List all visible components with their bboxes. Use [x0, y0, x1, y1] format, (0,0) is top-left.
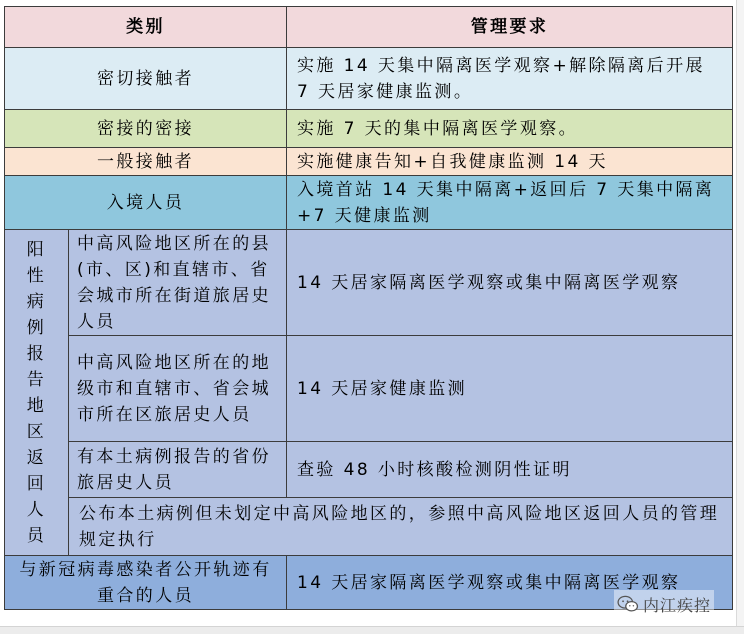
group-label-char: 报 — [26, 343, 47, 364]
group-label-char: 性 — [26, 265, 47, 286]
group-label-char: 阳 — [26, 239, 47, 260]
group-merged-note: 公布本土病例但未划定中高风险地区的，参照中高风险地区返回人员的管理规定执行 — [69, 498, 733, 556]
subrow-category: 有本土病例报告的省份旅居史人员 — [69, 442, 287, 498]
row-requirement: 实施 14 天集中隔离医学观察+解除隔离后开展 7 天居家健康监测。 — [287, 48, 733, 110]
wechat-icon — [617, 595, 639, 613]
group-label-char: 返 — [26, 447, 47, 468]
row-requirement: 入境首站 14 天集中隔离+返回后 7 天集中隔离+7 天健康监测 — [287, 176, 733, 230]
row-category: 与新冠病毒感染者公开轨迹有重合的人员 — [5, 556, 287, 610]
table-row — [5, 230, 733, 336]
group-label-char: 例 — [26, 317, 47, 338]
table-row — [5, 110, 733, 148]
subrow-requirement: 14 天居家健康监测 — [287, 336, 733, 442]
subrow-requirement: 查验 48 小时核酸检测阴性证明 — [287, 442, 733, 498]
group-label-char: 地 — [26, 395, 47, 416]
table-row — [5, 442, 733, 498]
group-label-char: 病 — [26, 291, 47, 312]
subrow-category: 中高风险地区所在的县(市、区)和直辖市、省会城市所在街道旅居史人员 — [69, 230, 287, 336]
group-label-char: 人 — [26, 499, 47, 520]
row-category: 一般接触者 — [5, 148, 287, 176]
row-category: 密切接触者 — [5, 48, 287, 110]
watermark-text: 内江疾控 — [643, 595, 712, 615]
table-row — [5, 176, 733, 230]
header-category: 类别 — [5, 7, 287, 48]
table-row — [5, 48, 733, 110]
group-label-char: 告 — [26, 369, 47, 390]
group-label-char: 区 — [26, 421, 47, 442]
subrow-category: 中高风险地区所在的地级市和直辖市、省会城市所在区旅居史人员 — [69, 336, 287, 442]
group-label-char: 员 — [26, 525, 47, 546]
management-table — [4, 6, 733, 610]
watermark — [614, 590, 714, 618]
table-row — [5, 498, 733, 556]
table-row — [5, 148, 733, 176]
row-category: 入境人员 — [5, 176, 287, 230]
subrow-requirement: 14 天居家隔离医学观察或集中隔离医学观察 — [287, 230, 733, 336]
row-requirement: 实施 7 天的集中隔离医学观察。 — [287, 110, 733, 148]
row-requirement: 14 天居家隔离医学观察或集中隔离医学观察 — [287, 556, 733, 610]
group-label — [5, 230, 69, 556]
group-label-char: 回 — [26, 473, 47, 494]
row-category: 密接的密接 — [5, 110, 287, 148]
table-header-row — [5, 7, 733, 48]
table-row — [5, 336, 733, 442]
header-requirement: 管理要求 — [287, 7, 733, 48]
page-edge — [736, 0, 744, 633]
row-requirement: 实施健康告知+自我健康监测 14 天 — [287, 148, 733, 176]
